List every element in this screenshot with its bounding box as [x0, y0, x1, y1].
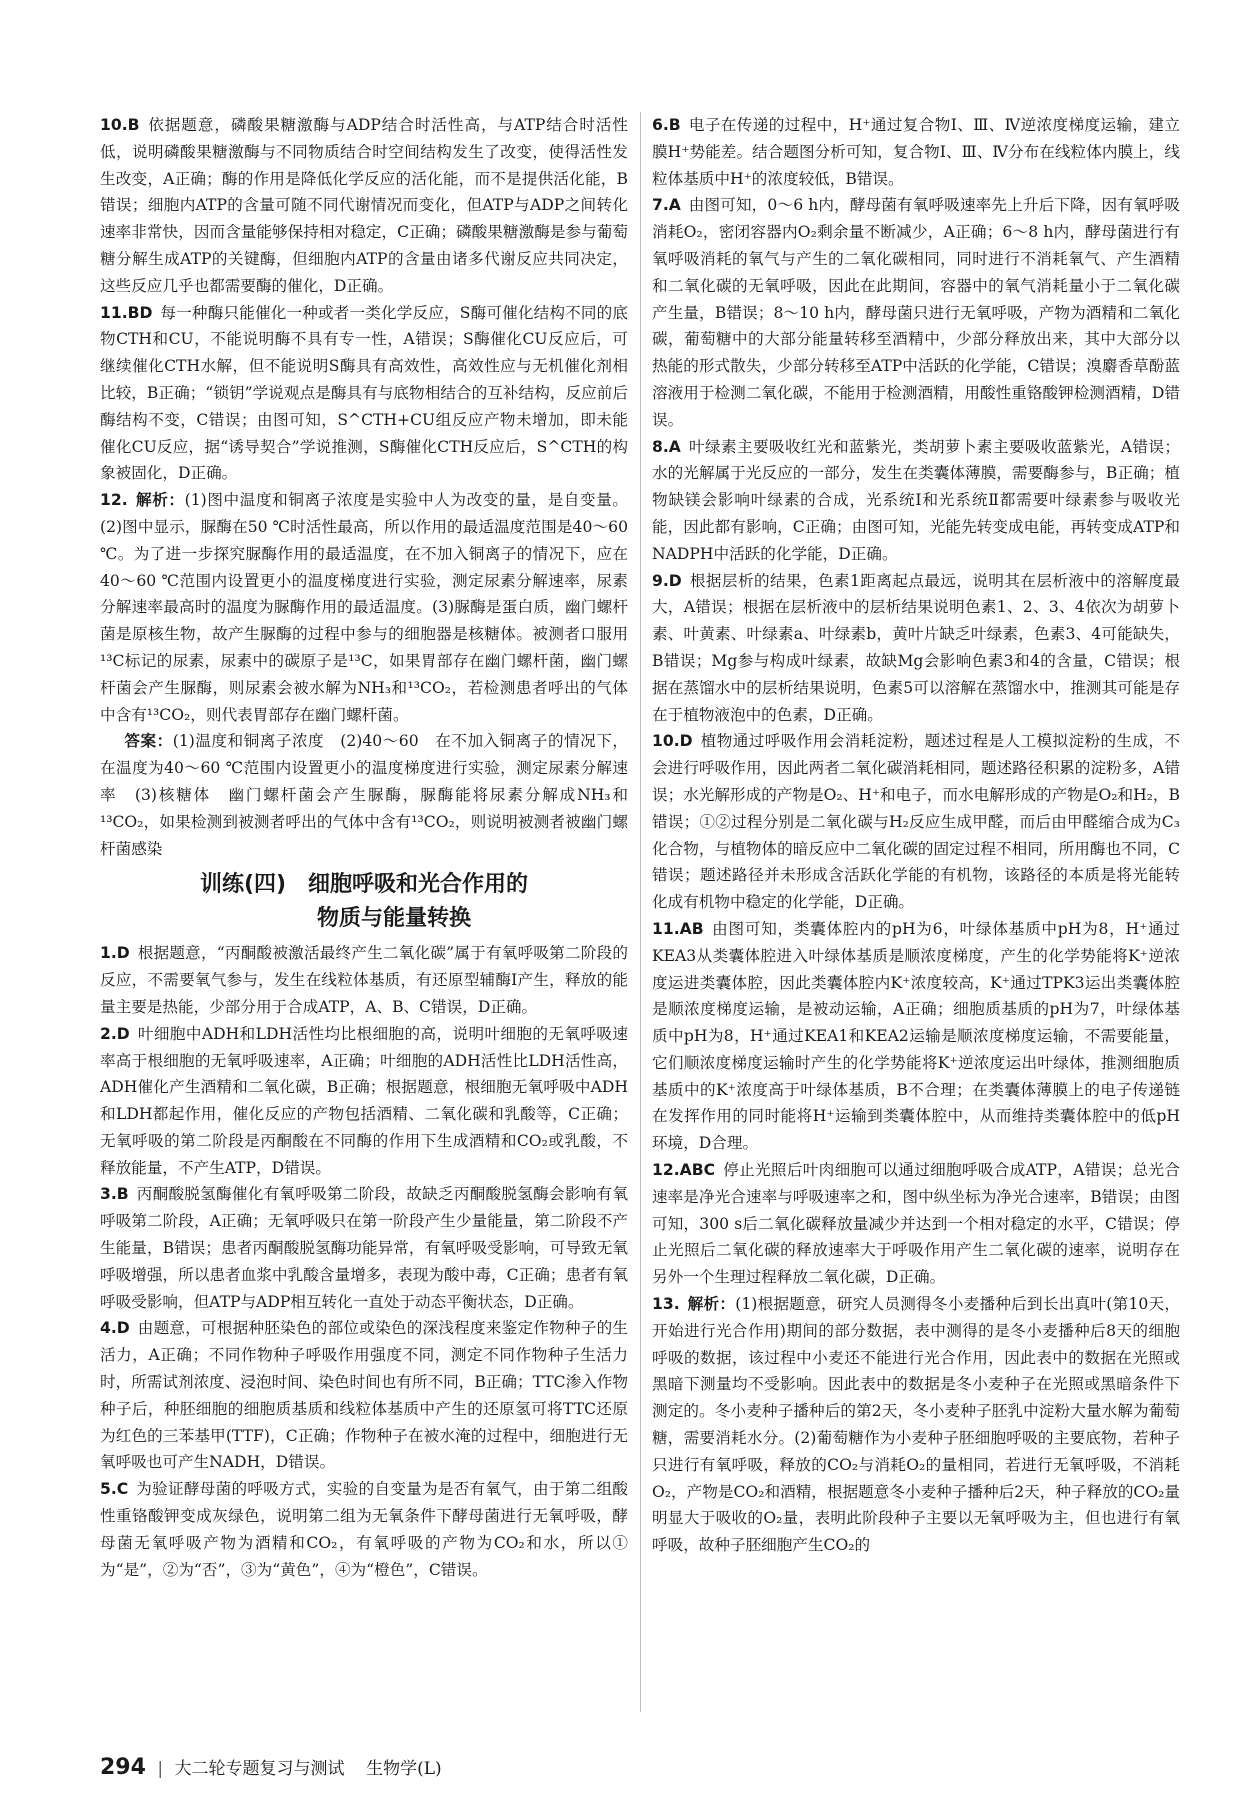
answer-item: [100, 112, 628, 300]
item-body: 根据层析的结果，色素1距离起点最远，说明其在层析液中的溶解度最大，A错误；根据在层析液中的层析结果说明色素1、2、3、4依次为胡萝卜素、叶黄素、叶绿素a、叶绿素b，黄叶片缺乏叶绿素，色素3、4可能缺失，B错误；Mg参与构成叶绿素，故缺Mg会影响色素3和4的含量，C错误；根据在蒸馏水中的层析结果说明，色素5可以溶解在蒸馏水中，推测其可能是存在于植物液泡中的色素，D正确。: [652, 571, 1180, 724]
item-body: 停止光照后叶肉细胞可以通过细胞呼吸合成ATP，A错误；总光合速率是净光合速率与呼吸速率之和，图中纵坐标为净光合速率，B错误；由图可知，300 s后二氧化碳释放量减少并达到一个相对稳定的水平，C错误；停止光照后二氧化碳的释放速率大于呼吸作用产生二氧化碳的速率，说明存在另外一个生理过程释放二氧化碳，D正确。: [652, 1161, 1180, 1287]
section-title-line1: 训练(四) 细胞呼吸和光合作用的: [199, 872, 529, 898]
item-number: 4.D: [100, 1319, 130, 1338]
section-heading: [100, 868, 628, 936]
item-label: 解析：: [687, 1295, 736, 1314]
item-body: 依据题意，磷酸果糖激酶与ADP结合时活性高，与ATP结合时活性低，说明磷酸果糖激酶与不同物质结合时空间结构发生了改变，使得活性发生改变，A正确；酶的作用是降低化学反应的活化能，而不是提供活化能，B错误；细胞内ATP的含量可随不同代谢情况而变化，但ATP与ADP之间转化速率非常快，因而含量能够保持相对稳定，C正确；磷酸果糖激酶是参与葡萄糖分解生成ATP的关键酶，但细胞内ATP的含量由诸多代谢反应共同决定，这些反应几乎也都需要酶的催化，D正确。: [100, 116, 628, 295]
answer-item: [100, 1315, 628, 1476]
item-number: 9.D: [652, 571, 682, 590]
book-title: 大二轮专题复习与测试: [174, 1759, 345, 1779]
item-number: 7.A: [652, 196, 681, 215]
left-column: [100, 112, 628, 1583]
answer-item: [100, 728, 628, 862]
item-body: 丙酮酸脱氢酶催化有氧呼吸第二阶段，故缺乏丙酮酸脱氢酶会影响有氧呼吸第二阶段，A正确；无氧呼吸只在第一阶段产生少量能量，第二阶段不产生能量，B错误；患者丙酮酸脱氢酶功能异常，有氧呼吸受影响，可导致无氧呼吸增强，所以患者血浆中乳酸含量增多，表现为酸中毒，C正确；患者有氧呼吸受影响，但ATP与ADP相互转化一直处于动态平衡状态，D正确。: [100, 1185, 628, 1311]
item-label: 解析：: [135, 491, 185, 510]
answer-item: [100, 487, 628, 728]
item-body: 叶绿素主要吸收红光和蓝紫光，类胡萝卜素主要吸收蓝紫光，A错误；水的光解属于光反应的一部分，发生在类囊体薄膜，需要酶参与，B正确；植物缺镁会影响叶绿素的合成，光系统Ⅰ和光系统Ⅱ都需要叶绿素参与吸收光能，因此都有影响，C正确；由图可知，光能先转变成电能，再转变成ATP和NADPH中活跃的化学能，D正确。: [652, 437, 1180, 563]
item-body: 由图可知，0～6 h内，酵母菌有氧呼吸速率先上升后下降，因有氧呼吸消耗O₂，密闭容器内O₂剩余量不断减少，A正确；6～8 h内，酵母菌进行有氧呼吸消耗的氧气与产生的二氧化碳相同，同时进行不消耗氧气、产生酒精和二氧化碳的无氧呼吸，因此在此期间，容器中的氧气消耗量小于二氧化碳产生量，B错误；8～10 h内，酵母菌只进行无氧呼吸，产物为酒精和二氧化碳，葡萄糖中的大部分能量转移至酒精中，少部分释放出来，其中大部分以热能的形式散失，少部分转移至ATP中活跃的化学能，C错误；溴麝香草酚蓝溶液用于检测二氧化碳，不能用于检测酒精，用酸性重铬酸钾检测酒精，D错误。: [652, 196, 1180, 429]
footer-separator: |: [157, 1759, 164, 1779]
item-number: 10.D: [652, 732, 693, 751]
item-number: 1.D: [100, 944, 130, 963]
item-number: 2.D: [100, 1024, 130, 1043]
answer-item: [100, 940, 628, 1020]
item-body: 叶细胞中ADH和LDH活性均比根细胞的高，说明叶细胞的无氧呼吸速率高于根细胞的无氧呼吸速率，A正确；叶细胞的ADH活性比LDH活性高，ADH催化产生酒精和二氧化碳，B正确；根据题意，根细胞无氧呼吸中ADH和LDH都起作用，催化反应的产物包括酒精、二氧化碳和乳酸等，C正确；无氧呼吸的第二阶段是丙酮酸在不同酶的作用下生成酒精和CO₂或乳酸，不释放能量，不产生ATP，D错误。: [100, 1024, 628, 1177]
answer-item: [652, 728, 1180, 916]
answer-item: [100, 1181, 628, 1315]
item-number: 6.B: [652, 116, 681, 134]
item-number: 3.B: [100, 1185, 129, 1204]
item-body: 每一种酶只能催化一种或者一类化学反应，S酶可催化结构不同的底物CTH和CU，不能说明酶不具有专一性，A错误；S酶催化CU反应后，可继续催化CTH水解，但不能说明S酶具有高效性，高效性应与无机催化剂相比较，B正确；“锁钥”学说观点是酶具有与底物相结合的互补结构，反应前后酶结构不变，C错误；由图可知，S^CTH+CU组反应产物未增加，即未能催化CU反应，据“诱导契合”学说推测，S酶催化CTH反应后，S^CTH的构象被固化，D正确。: [100, 303, 628, 483]
item-body: (1)图中温度和铜离子浓度是实验中人为改变的量，是自变量。(2)图中显示，脲酶在50 ℃时活性最高，所以作用的最适温度范围是40～60 ℃。为了进一步探究脲酶作用的最适温度，在不加入铜离子的情况下，应在40～60 ℃范围内设置更小的温度梯度进行实验，测定尿素分解速率，尿素分解速率最高时的温度为脲酶作用的最适温度。(3)脲酶是蛋白质，幽门螺杆菌是原核生物，故产生脲酶的过程中参与的细胞器是核糖体。被测者口服用¹³C标记的尿素，尿素中的碳原子是¹³C，如果胃部存在幽门螺杆菌，幽门螺杆菌会产生脲酶，则尿素会被水解为NH₃和¹³CO₂，若检测患者呼出的气体中含有¹³CO₂，则代表胃部存在幽门螺杆菌。: [100, 491, 628, 724]
answer-item: [652, 568, 1180, 729]
item-number: 13.: [652, 1295, 680, 1314]
item-body: 植物通过呼吸作用会消耗淀粉，题述过程是人工模拟淀粉的生成，不会进行呼吸作用，因此两者二氧化碳消耗相同，题述路径积累的淀粉多，A错误；水光解形成的产物是O₂、H⁺和电子，而水电解形成的产物是O₂和H₂，B错误；①②过程分别是二氧化碳与H₂反应生成甲醛，而后由甲醛缩合成为C₃化合物，与植物体的暗反应中二氧化碳的固定过程不相同，所用酶也不同，C错误；题述路径并未形成含活跃化学能的有机物，该路径的本质是将光能转化成有机物中稳定的化学能，D正确。: [652, 732, 1180, 912]
item-number: 11.BD: [100, 303, 153, 322]
item-number: 12.: [100, 491, 128, 510]
item-body: 由图可知，类囊体腔内的pH为6，叶绿体基质中pH为8，H⁺通过KEA3从类囊体腔进入叶绿体基质是顺浓度梯度，产生的化学势能将K⁺逆浓度运进类囊体腔，因此类囊体腔内K⁺浓度较高，K⁺通过TPK3运出类囊体腔是顺浓度梯度运输，是被动运输，A正确；细胞质基质的pH为7，叶绿体基质中pH为8，H⁺通过KEA1和KEA2运输是顺浓度梯度运输，不需要能量，它们顺浓度梯度运输时产生的化学势能将K⁺逆浓度运出叶绿体，推测细胞质基质中的K⁺浓度高于叶绿体基质，B不合理；在类囊体薄膜上的电子传递链在发挥作用的同时能将H⁺运输到类囊体腔中，从而维持类囊体腔中的低pH环境，D合理。: [652, 919, 1180, 1153]
item-body: 根据题意，“丙酮酸被激活最终产生二氧化碳”属于有氧呼吸第二阶段的反应，不需要氧气参与，发生在线粒体基质，有还原型辅酶Ⅰ产生，释放的能量主要是热能，少部分用于合成ATP，A、B、C错误，D正确。: [100, 944, 628, 1016]
answer-item: [652, 434, 1180, 568]
answer-item: [652, 916, 1180, 1157]
item-body: (1)根据题意，研究人员测得冬小麦播种后到长出真叶(第10天，开始进行光合作用)期间的部分数据，表中测得的是冬小麦播种后8天的细胞呼吸的数据，该过程中小麦还不能进行光合作用，因此表中的数据在光照或黑暗下测量均不受影响。因此表中的数据是冬小麦种子在光照或黑暗条件下测定的。冬小麦种子播种后的第2天，冬小麦种子胚乳中淀粉大量水解为葡萄糖，需要消耗水分。(2)葡萄糖作为小麦种子胚细胞呼吸的主要底物，若种子只进行有氧呼吸，释放的CO₂与消耗O₂的量相同，若进行无氧呼吸，不消耗O₂，产物是CO₂和酒精，根据题意冬小麦种子播种后2天，种子释放的CO₂量明显大于吸收的O₂量，表明此阶段种子主要以无氧呼吸为主，但也进行有氧呼吸，故种子胚细胞产生CO₂的: [652, 1295, 1180, 1555]
page-footer: [100, 1756, 442, 1781]
item-number: 11.AB: [652, 919, 704, 938]
section-title-line2: 物质与能量转换: [316, 906, 471, 932]
item-body: (1)温度和铜离子浓度 (2)40～60 在不加入铜离子的情况下，在温度为40～60 ℃范围内设置更小的温度梯度进行实验，测定尿素分解速率 (3)核糖体 幽门螺杆菌会产生脲酶，脲酶能将尿素分解成NH₃和¹³CO₂，如果检测到被测者呼出的气体中含有¹³CO₂，则说明被测者被幽门螺杆菌感染: [100, 732, 628, 858]
page-number: 294: [100, 1755, 146, 1780]
answer-item: [100, 300, 628, 488]
item-label: 答案：: [123, 732, 173, 751]
item-body: 电子在传递的过程中，H⁺通过复合物Ⅰ、Ⅲ、Ⅳ逆浓度梯度运输，建立膜H⁺势能差。结合题图分析可知，复合物Ⅰ、Ⅲ、Ⅳ分布在线粒体内膜上，线粒体基质中H⁺的浓度较低，B错误。: [652, 116, 1180, 188]
item-number: 5.C: [100, 1480, 129, 1499]
subject-label: 生物学(L): [366, 1759, 442, 1779]
item-body: 为验证酵母菌的呼吸方式，实验的自变量为是否有氧气，由于第二组酸性重铬酸钾变成灰绿色，说明第二组为无氧条件下酵母菌进行无氧呼吸，酵母菌无氧呼吸产物为酒精和CO₂，有氧呼吸的产物为CO₂和水，所以①为“是”，②为“否”，③为“黄色”，④为“橙色”，C错误。: [100, 1480, 628, 1579]
answer-item: [652, 112, 1180, 192]
item-body: 由题意，可根据种胚染色的部位或染色的深浅程度来鉴定作物种子的生活力，A正确；不同作物种子呼吸作用强度不同，测定不同作物种子生活力时，所需试剂浓度、浸泡时间、染色时间也有所不同，B正确；TTC渗入作物种子后，种胚细胞的细胞质基质和线粒体基质中产生的还原氢可将TTC还原为红色的三苯基甲(TTF)，C正确；作物种子在被水淹的过程中，细胞进行无氧呼吸也可产生NADH，D错误。: [100, 1319, 628, 1472]
right-column: [652, 112, 1180, 1559]
answer-item: [652, 1291, 1180, 1559]
answer-item: [652, 192, 1180, 433]
column-divider: [640, 112, 641, 1712]
answer-item: [652, 1157, 1180, 1291]
answer-item: [100, 1476, 628, 1583]
answer-item: [100, 1021, 628, 1182]
item-number: 10.B: [100, 116, 140, 134]
item-number: 12.ABC: [652, 1161, 716, 1180]
item-number: 8.A: [652, 437, 681, 456]
